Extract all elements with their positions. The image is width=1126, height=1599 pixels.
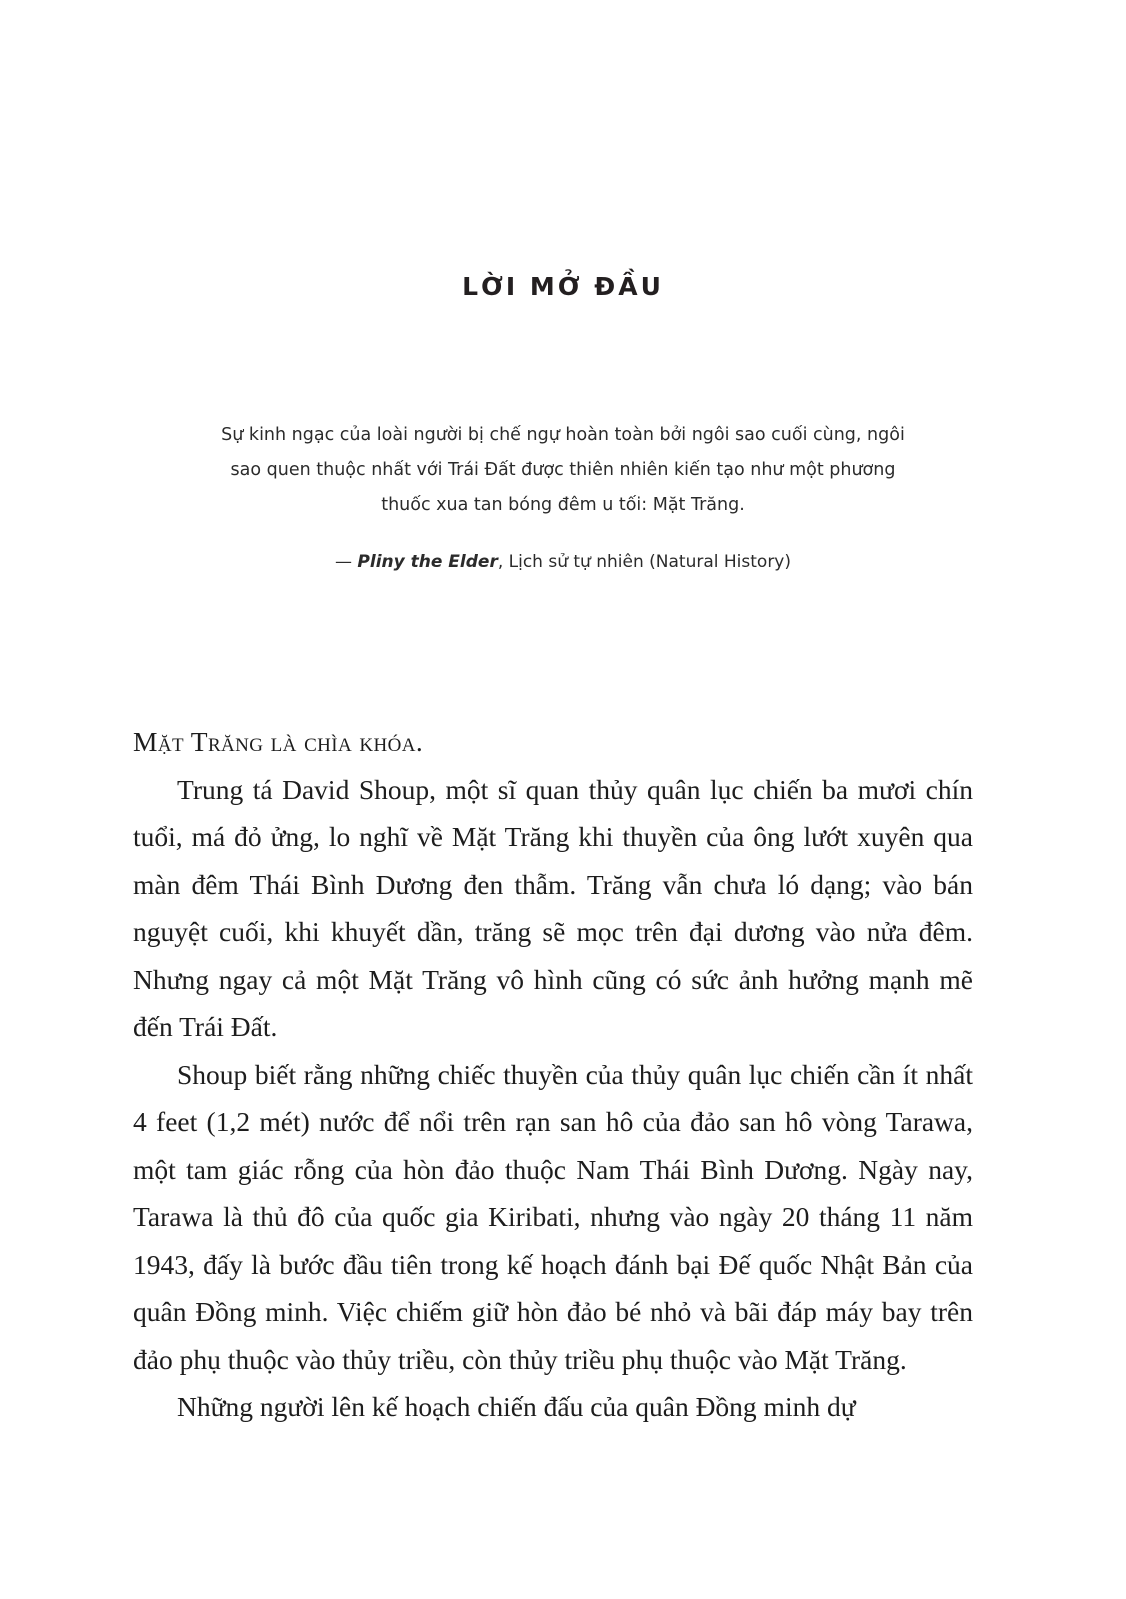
body-paragraph: Shoup biết rằng những chiếc thuyền của thủy quân lục chiến cần ít nhất 4 feet (1,2 mét) nước để nổi trên rạn san hô của đảo san hô vòng Tarawa, một tam giác rỗng của hòn đảo thuộc Nam Thái Bình Dương. Ngày nay, Tarawa là thủ đô của quốc gia Kiribati, nhưng vào ngày 20 tháng 11 năm 1943, đấy là bước đầu tiên trong kế hoạch đánh bại Đế quốc Nhật Bản của quân Đồng minh. Việc chiếm giữ hòn đảo bé nhỏ và bãi đáp máy bay trên đảo phụ thuộc vào thủy triều, còn thủy triều phụ thuộc vào Mặt Trăng. bbox=[133, 1058, 973, 1375]
body-lead-line bbox=[133, 718, 973, 766]
attribution-work: , Lịch sử tự nhiên (Natural History) bbox=[497, 552, 791, 572]
page-title: LỜI MỞ ĐẦU bbox=[462, 272, 664, 301]
body-paragraph: Những người lên kế hoạch chiến đấu của quân Đồng minh dự bbox=[177, 1391, 856, 1422]
attribution-author: Pliny the Elder bbox=[357, 552, 498, 572]
body-paragraph: Trung tá David Shoup, một sĩ quan thủy quân lục chiến ba mươi chín tuổi, má đỏ ửng, lo nghĩ về Mặt Trăng khi thuyền của ông lướt xuyên qua màn đêm Thái Bình Dương đen thẫm. Trăng vẫn chưa ló dạng; vào bán nguyệt cuối, khi khuyết dần, trăng sẽ mọc trên đại dương vào nửa đêm. Nhưng ngay cả một Mặt Trăng vô hình cũng có sức ảnh hưởng mạnh mẽ đến Trái Đất. bbox=[133, 773, 973, 1042]
epigraph-quote: Sự kinh ngạc của loài người bị chế ngự hoàn toàn bởi ngôi sao cuối cùng, ngôi sao quen thuộc nhất với Trái Đất được thiên nhiên kiến tạo như một phương thuốc xua tan bóng đêm u tối: Mặt Trăng. bbox=[221, 425, 905, 515]
attribution-dash: — bbox=[335, 552, 352, 572]
body-text bbox=[133, 718, 973, 1431]
epigraph-attribution bbox=[213, 545, 913, 580]
epigraph-block bbox=[213, 418, 913, 580]
body-lead-text: Mặt Trăng là chìa khóa. bbox=[133, 726, 424, 757]
